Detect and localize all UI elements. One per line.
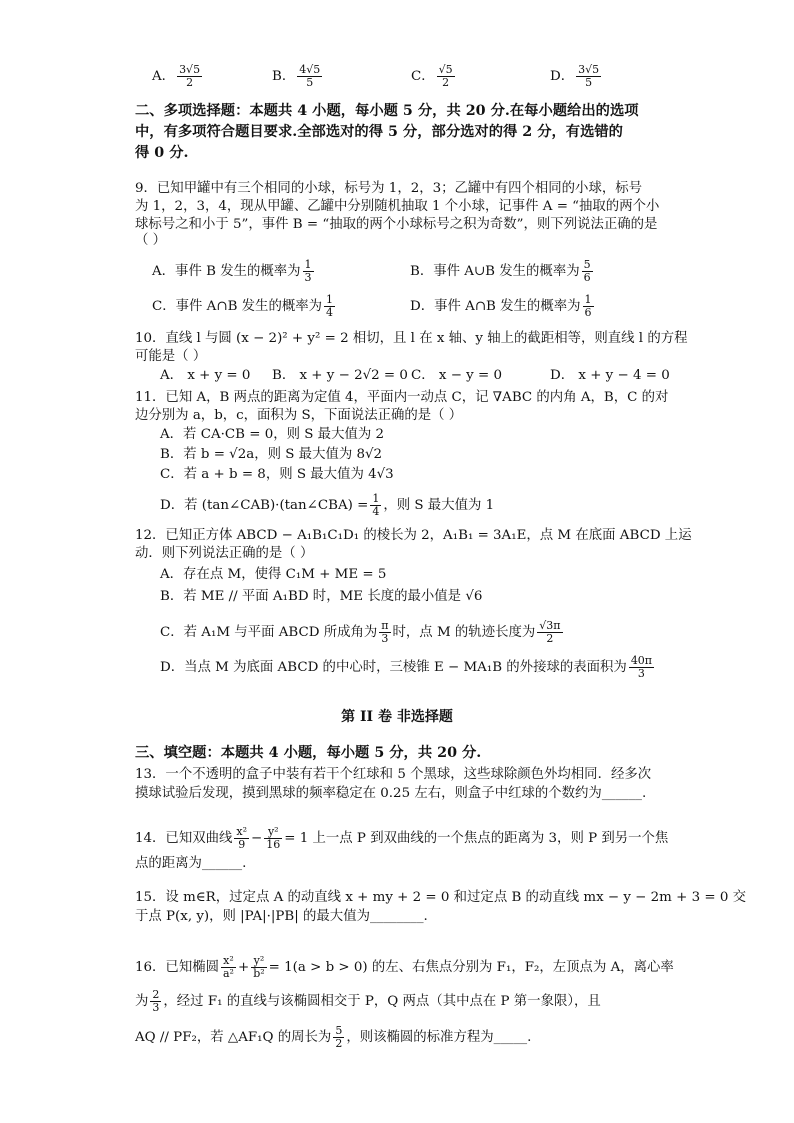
q16-l3-post: ，则该椭圆的标准方程为_____. [346, 1030, 532, 1045]
q8-option-d-label: D． [550, 69, 575, 84]
q11-line2: 边分别为 a，b，c，面积为 S，下面说法正确的是（ ） [135, 408, 463, 423]
q14-fraction2 [264, 826, 282, 851]
q14-num2: y² [264, 826, 282, 839]
section2-heading-line3: 得 0 分. [135, 145, 189, 161]
q9-option-b-text: B．事件 A∪B 发生的概率为 [410, 264, 580, 279]
q12-c-pre: C．若 A₁M 与平面 ABCD 所成角为 [160, 625, 378, 640]
q9-b-num: 5 [583, 258, 591, 271]
q12-d-pre: D．当点 M 为底面 ABCD 的中心时，三棱锥 E − MA₁B 的外接球的表面积为 [160, 660, 627, 675]
q9-b-den: 6 [583, 271, 591, 284]
q9-option-b [410, 259, 595, 284]
q9-option-d-text: D．事件 A∩B 发生的概率为 [410, 299, 581, 314]
q16-fraction1 [221, 955, 236, 980]
q12-c-fraction1 [379, 620, 390, 645]
q13-line2: 摸球试验后发现，摸到黑球的频率稳定在 0.25 左右，则盒子中红球的个数约为______. [135, 786, 647, 801]
q11-option-d [160, 493, 494, 518]
q11-d-fraction [370, 493, 381, 518]
q10-option-b: B． x + y − 2√2 = 0 [272, 368, 408, 383]
q8-c-den: 2 [442, 76, 450, 89]
q8-c-num: √5 [438, 63, 453, 76]
q8-option-a-label: A． [152, 69, 176, 84]
q10-option-a: A． x + y = 0 [160, 368, 251, 383]
q16-l3-pre: AQ // PF₂，若 △AF₁Q 的周长为 [135, 1030, 332, 1045]
q14-line2: 点的距离为______. [135, 856, 247, 871]
q11-d-pre: D．若 (tan∠CAB)·(tan∠CBA) = [160, 498, 369, 513]
q12-d-fraction [629, 655, 654, 680]
q10-option-c: C． x − y = 0 [411, 368, 502, 383]
q12-option-b: B．若 ME // 平面 A₁BD 时，ME 长度的最小值是 √6 [160, 589, 483, 604]
q12-option-a: A．存在点 M，使得 C₁M + ME = 5 [160, 567, 387, 582]
q16-num1: x² [221, 955, 236, 968]
q11-d-post: ，则 S 最大值为 1 [383, 498, 495, 513]
q9-option-d [410, 294, 596, 319]
q8-option-b-label: B． [272, 69, 296, 84]
q8-a-num: 3√5 [179, 63, 201, 76]
q14-den1: 9 [238, 838, 246, 851]
q12-d-den: 3 [637, 667, 645, 680]
q16-line1 [135, 955, 674, 980]
q12-c-num2: √3π [539, 619, 561, 632]
q9-d-num: 1 [584, 293, 592, 306]
q8-options [152, 64, 204, 89]
part2-title: 第 II 卷 非选择题 [341, 709, 453, 725]
q16-line3 [135, 1025, 531, 1050]
q11-d-num: 1 [372, 492, 380, 505]
q16-post: = 1(a > b > 0) 的左、右焦点分别为 F₁，F₂，左顶点为 A，离心率 [268, 960, 674, 975]
q8-d-num: 3√5 [578, 63, 600, 76]
section3-heading: 三、填空题：本题共 4 小题，每小题 5 分，共 20 分. [135, 745, 482, 761]
q8-option-a-fraction [177, 64, 202, 89]
q10-line1: 10．直线 l 与圆 (x − 2)² + y² = 2 相切，且 l 在 x 轴、y 轴上的截距相等，则直线 l 的方程 [135, 331, 688, 346]
q8-option-c [411, 64, 457, 89]
q16-l2-post: ，经过 F₁ 的直线与该椭圆相交于 P，Q 两点（其中点在 P 第一象限），且 [163, 994, 601, 1009]
q9-option-a-text: A．事件 B 发生的概率为 [152, 264, 301, 279]
q9-d-den: 6 [584, 306, 592, 319]
q11-d-den: 4 [372, 505, 380, 518]
q12-option-d [160, 655, 656, 680]
q12-line1: 12．已知正方体 ABCD − A₁B₁C₁D₁ 的棱长为 2，A₁B₁ = 3A₁E，点 M 在底面 ABCD 上运 [135, 528, 692, 543]
q12-c-den2: 2 [546, 632, 554, 645]
q10-line2: 可能是（ ） [135, 349, 207, 364]
q8-option-b-fraction [297, 64, 322, 89]
q9-c-num: 1 [326, 293, 334, 306]
q16-plus: + [237, 960, 250, 975]
q9-d-fraction [583, 294, 594, 319]
q14-line1 [135, 826, 668, 851]
q11-option-b: B．若 b = √2a，则 S 最大值为 8√2 [160, 447, 383, 462]
q16-pre: 16．已知椭圆 [135, 960, 219, 975]
q14-post: = 1 上一点 P 到双曲线的一个焦点的距离为 3，则 P 到另一个焦 [284, 831, 669, 846]
q16-l2-pre: 为 [135, 994, 149, 1009]
q9-option-c-text: C．事件 A∩B 发生的概率为 [152, 299, 323, 314]
q9-a-den: 3 [304, 271, 312, 284]
q9-a-num: 1 [304, 258, 312, 271]
q8-b-num: 4√5 [299, 63, 321, 76]
q9-line2: 为 1，2，3，4，现从甲罐、乙罐中分别随机抽取 1 个小球，记事件 A = “抽取的两个小 [135, 199, 660, 214]
q14-pre: 14．已知双曲线 [135, 831, 233, 846]
q9-line1: 9．已知甲罐中有三个相同的小球，标号为 1，2，3；乙罐中有四个相同的小球，标号 [135, 181, 643, 196]
q14-den2: 16 [266, 838, 281, 851]
q12-option-c [160, 620, 565, 645]
q16-line2 [135, 989, 601, 1014]
q11-option-c: C．若 a + b = 8，则 S 最大值为 4√3 [160, 467, 394, 482]
q12-c-mid: 时，点 M 的轨迹长度为 [392, 625, 536, 640]
q16-l3-num: 5 [335, 1024, 343, 1037]
q8-option-d-fraction [576, 64, 601, 89]
q14-num1: x² [236, 825, 248, 838]
q14-fraction1 [234, 826, 249, 851]
q9-option-a [152, 259, 316, 284]
q9-c-den: 4 [326, 306, 334, 319]
q13-line1: 13．一个不透明的盒子中装有若干个红球和 5 个黑球，这些球除颜色外均相同．经多次 [135, 767, 652, 782]
q8-a-den: 2 [186, 76, 194, 89]
q11-option-a: A．若 CA·CB = 0，则 S 最大值为 2 [160, 427, 385, 442]
q12-c-den1: 3 [381, 632, 389, 645]
q16-l3-fraction [333, 1025, 344, 1050]
q16-l2-den: 3 [152, 1001, 160, 1014]
section2-heading-line2: 中，有多项符合题目要求.全部选对的得 5 分，部分选对的得 2 分，有选错的 [135, 124, 623, 140]
q15-line2: 于点 P(x, y)，则 |PA|·|PB| 的最大值为________. [135, 909, 428, 924]
q8-option-c-label: C． [411, 69, 435, 84]
q9-a-fraction [303, 259, 314, 284]
q8-d-den: 5 [585, 76, 593, 89]
q9-c-fraction [324, 294, 335, 319]
q16-l2-fraction [150, 989, 161, 1014]
q9-b-fraction [582, 259, 593, 284]
q14-minus: − [251, 831, 263, 846]
q16-l3-den: 2 [335, 1037, 343, 1050]
q10-option-d: D． x + y − 4 = 0 [550, 368, 670, 383]
q9-option-c [152, 294, 337, 319]
q12-c-num1: π [381, 619, 389, 632]
q16-den1: a² [223, 967, 234, 980]
q12-line2: 动．则下列说法正确的是（ ） [135, 546, 314, 561]
q15-line1: 15．设 m∈R，过定点 A 的动直线 x + my + 2 = 0 和过定点 B 的动直线 mx − y − 2m + 3 = 0 交 [135, 890, 747, 905]
q16-den2: b² [253, 967, 265, 980]
q12-c-fraction2 [537, 620, 562, 645]
q12-d-num: 40π [630, 654, 653, 667]
q16-fraction2 [251, 955, 266, 980]
q8-b-den: 5 [306, 76, 314, 89]
section2-heading-line1: 二、多项选择题：本题共 4 小题，每小题 5 分，共 20 分.在每小题给出的选项 [135, 103, 639, 119]
q16-l2-num: 2 [152, 988, 160, 1001]
q16-num2: y² [251, 955, 266, 968]
q9-line4: （ ） [135, 233, 167, 248]
q8-option-c-fraction [437, 64, 455, 89]
q9-line3: 球标号之和小于 5”，事件 B = “抽取的两个小球标号之积为奇数”，则下列说法正确的是 [135, 217, 658, 232]
q11-line1: 11．已知 A，B 两点的距离为定值 4，平面内一动点 C，记 ∇ABC 的内角 A，B，C 的对 [135, 390, 669, 405]
q8-option-d [550, 64, 603, 89]
q8-option-b [272, 64, 324, 89]
